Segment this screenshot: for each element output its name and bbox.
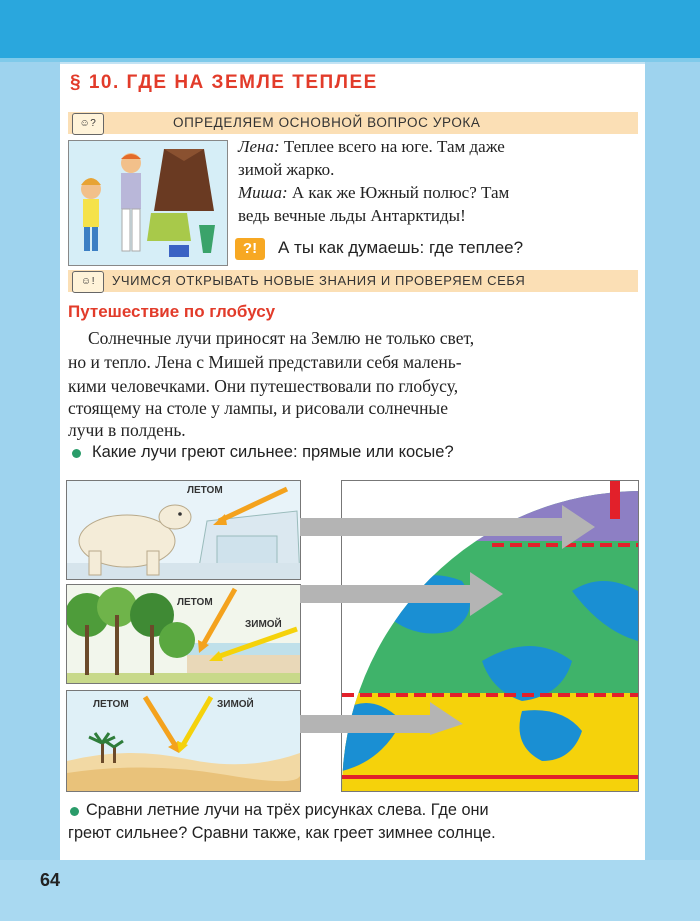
dialog-text: зимой жарко. [238,160,335,179]
tropical-scene-panel [66,690,301,792]
paragraph-line: Солнечные лучи приносят на Землю не только свет, [88,328,475,348]
dialog-line-1 [238,137,505,157]
polar-scene-panel [66,480,301,580]
task-line: Сравни летние лучи на трёх рисунках слева. Где они [86,801,489,819]
paragraph-line: лучи в полдень. [68,420,186,440]
arrow-temperate-head [470,572,503,616]
section-band-label: УЧИМСЯ ОТКРЫВАТЬ НОВЫЕ ЗНАНИЯ И ПРОВЕРЯЕМ СЕБЯ [112,273,526,288]
section-band-new-knowledge [68,270,638,292]
section-subtitle: Путешествие по глобусу [68,302,276,321]
task-line: греют сильнее? Сравни также, как греет зимнее солнце. [68,824,496,842]
children-clothes-illustration [68,140,228,266]
paragraph-line: стоящему на столе у лампы, и рисовали солнечные [68,398,448,418]
arrow-temperate [300,585,470,603]
bullet-icon [72,449,81,458]
dialog-line-3 [238,183,509,203]
bottom-margin [0,860,700,921]
section-band-label: ОПРЕДЕЛЯЕМ ОСНОВНОЙ ВОПРОС УРОКА [173,115,481,130]
paragraph-line: кими человечками. Они путешествовали по глобусу, [68,376,459,396]
polar-scene-drawing [67,481,300,579]
arrow-polar-head [562,505,595,549]
dialog-line-4 [238,206,466,226]
dialog-line-2 [238,160,334,180]
children-clothes-drawing [69,141,227,265]
page-number: 64 [40,870,61,890]
dialog-text: Теплее всего на юге. Там даже [279,137,505,156]
section-band-lesson-question [68,112,638,134]
season-label-winter: ЗИМОЙ [245,619,282,630]
season-label-summer: ЛЕТОМ [177,597,213,608]
question-badge-icon: ?! [235,238,265,260]
dialog-text: ведь вечные льды Антарктиды! [238,206,466,225]
question-prompt: Какие лучи греют сильнее: прямые или косые? [92,443,454,461]
arrow-tropical [300,715,430,733]
arrow-tropical-head [430,702,463,735]
season-label-summer: ЛЕТОМ [93,699,129,710]
left-margin [0,62,60,862]
speaker-name: Миша: [238,183,288,202]
speaker-name: Лена: [238,137,280,156]
season-label-winter: ЗИМОЙ [217,699,254,710]
top-banner [0,0,700,58]
right-margin [645,62,700,862]
dialog-text: А как же Южный полюс? Там [287,183,510,202]
top-banner-stripe [0,58,700,62]
season-label-summer: ЛЕТОМ [187,485,223,496]
bullet-icon [70,807,79,816]
temperate-scene-panel [66,584,301,684]
student-think-icon: ☺? [72,113,104,135]
connector-arrows [300,505,600,735]
paragraph-line: но и тепло. Лена с Мишей представили себя малень- [68,352,462,372]
arrow-polar [300,518,562,536]
student-idea-icon: ☺! [72,271,104,293]
discussion-question: А ты как думаешь: где теплее? [278,238,524,257]
page-title: § 10. ГДЕ НА ЗЕМЛЕ ТЕПЛЕЕ [70,72,378,93]
